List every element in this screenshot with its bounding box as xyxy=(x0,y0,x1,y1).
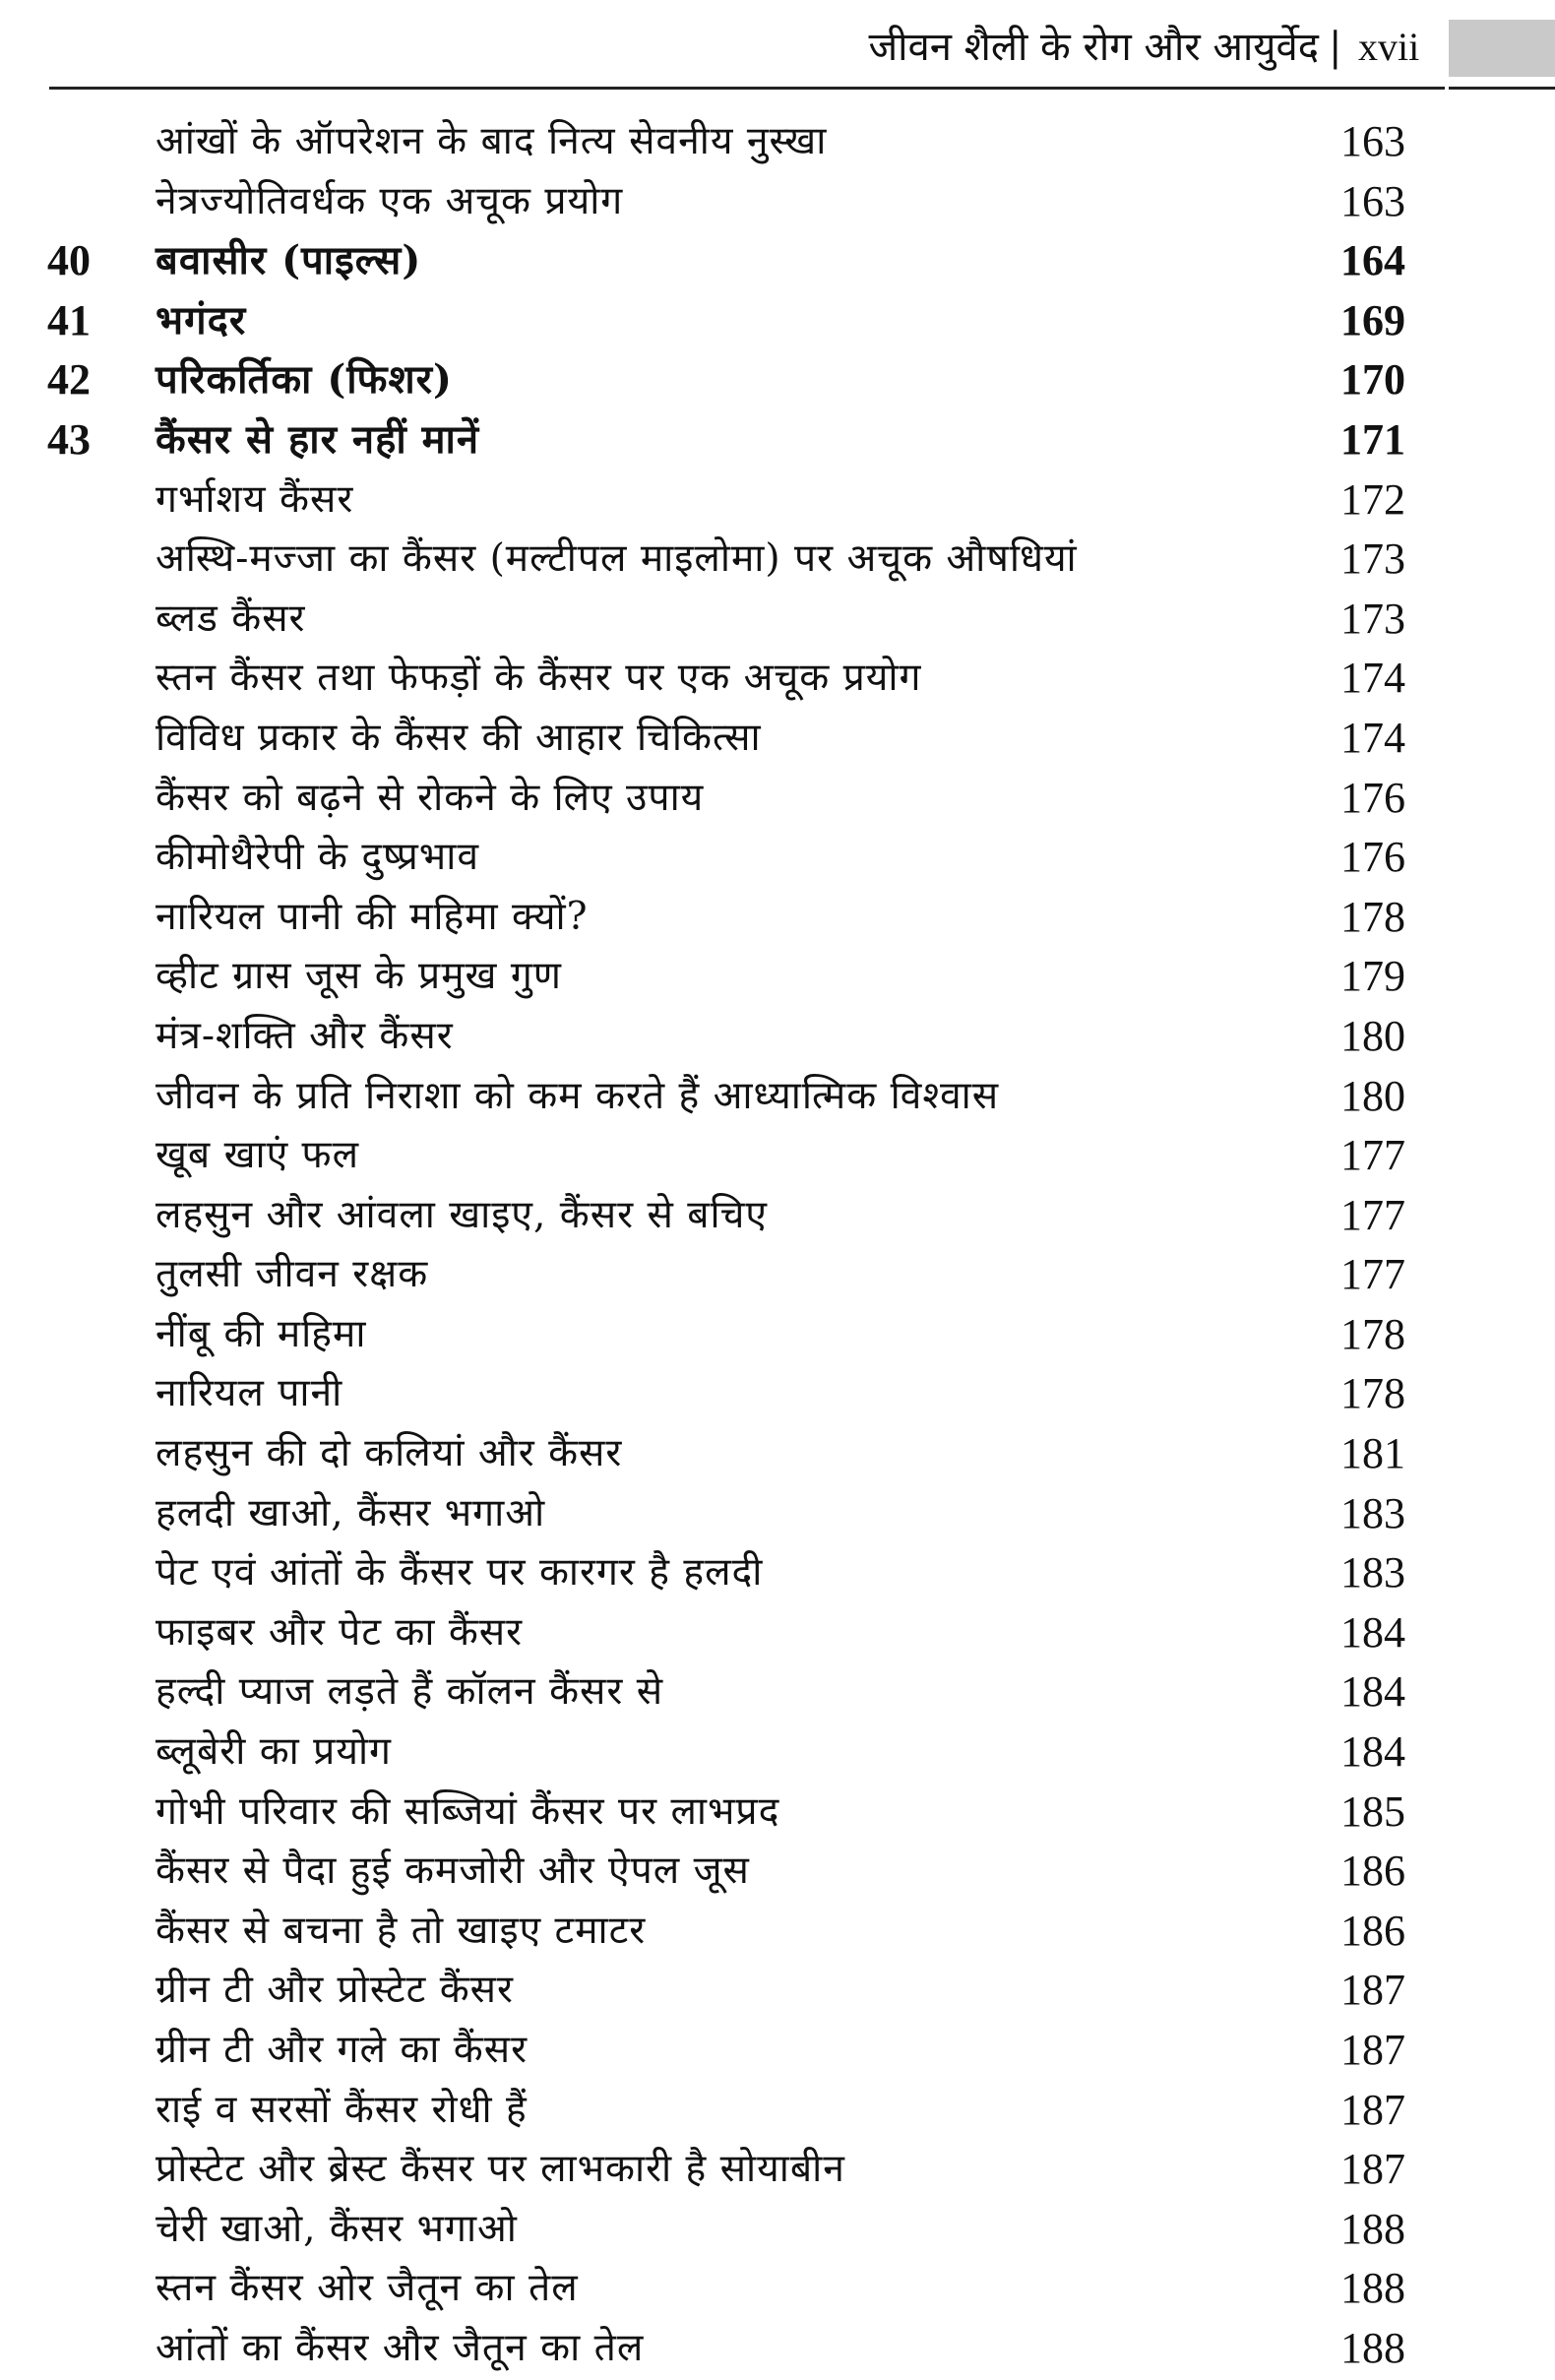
entry-title: कैंसर से बचना है तो खाइए टमाटर xyxy=(156,1908,647,1953)
entry-page-number: 180 xyxy=(1340,1071,1405,1120)
entry-title: चेरी खाओ, कैंसर भगाओ xyxy=(156,2206,518,2251)
entry-page-number: 184 xyxy=(1340,1667,1405,1717)
chapter-title: भगंदर xyxy=(156,296,247,344)
entry-page-number: 184 xyxy=(1340,1727,1405,1777)
entry-page-number: 178 xyxy=(1340,892,1405,941)
entry-page-number: 177 xyxy=(1340,1250,1405,1299)
toc-entry-row xyxy=(0,1662,1555,1722)
entry-title: खूब खाएं फल xyxy=(156,1133,360,1178)
toc-entry-row xyxy=(0,1364,1555,1424)
toc-entry-row xyxy=(0,1126,1555,1186)
toc-entry-row xyxy=(0,112,1555,172)
entry-page-number: 173 xyxy=(1340,534,1405,584)
table-of-contents xyxy=(0,112,1555,2379)
entry-page-number: 188 xyxy=(1340,2204,1405,2253)
entry-title: कैंसर से पैदा हुई कमजोरी और ऐपल जूस xyxy=(156,1848,750,1894)
entry-title: कैंसर को बढ़ने से रोकने के लिए उपाय xyxy=(156,775,705,820)
entry-title: ब्लूबेरी का प्रयोग xyxy=(156,1729,393,1775)
header-separator: | xyxy=(1329,25,1342,70)
chapter-number: 41 xyxy=(47,295,91,344)
entry-page-number: 184 xyxy=(1340,1607,1405,1657)
entry-page-number: 177 xyxy=(1340,1131,1405,1180)
entry-title: ब्लड कैंसर xyxy=(156,595,306,641)
entry-page-number: 180 xyxy=(1340,1011,1405,1060)
chapter-number: 43 xyxy=(47,414,91,464)
toc-entry-row xyxy=(0,1603,1555,1663)
toc-entry-row xyxy=(0,709,1555,769)
entry-title: मंत्र-शक्ति और कैंसर xyxy=(156,1013,454,1058)
entry-page-number: 169 xyxy=(1340,295,1405,344)
entry-title: स्तन कैंसर तथा फेफड़ों के कैंसर पर एक अचूक प्रयोग xyxy=(156,656,922,701)
entry-page-number: 183 xyxy=(1340,1548,1405,1597)
entry-title: प्रोस्टेट और ब्रेस्ट कैंसर पर लाभकारी है सोयाबीन xyxy=(156,2147,845,2192)
entry-title: नारियल पानी xyxy=(156,1371,343,1416)
entry-page-number: 183 xyxy=(1340,1488,1405,1537)
toc-chapter-row xyxy=(0,410,1555,470)
entry-title: तुलसी जीवन रक्षक xyxy=(156,1252,429,1297)
entry-page-number: 177 xyxy=(1340,1190,1405,1239)
entry-page-number: 178 xyxy=(1340,1369,1405,1418)
toc-entry-row xyxy=(0,1902,1555,1962)
entry-page-number: 187 xyxy=(1340,1966,1405,2015)
entry-page-number: 176 xyxy=(1340,773,1405,822)
toc-entry-row xyxy=(0,1245,1555,1305)
toc-entry-row xyxy=(0,1424,1555,1484)
chapter-title: बवासीर (पाइल्स) xyxy=(156,237,422,284)
entry-page-number: 178 xyxy=(1340,1309,1405,1358)
toc-chapter-row xyxy=(0,350,1555,410)
toc-entry-row xyxy=(0,769,1555,829)
entry-title: हलदी खाओ, कैंसर भगाओ xyxy=(156,1490,546,1535)
chapter-number: 42 xyxy=(47,355,91,405)
entry-page-number: 163 xyxy=(1340,176,1405,225)
toc-entry-row xyxy=(0,888,1555,948)
toc-entry-row xyxy=(0,1842,1555,1902)
toc-entry-row xyxy=(0,947,1555,1007)
toc-entry-row xyxy=(0,2081,1555,2141)
header-rule-extension xyxy=(1449,87,1555,90)
entry-title: गर्भाशय कैंसर xyxy=(156,476,354,522)
entry-page-number: 187 xyxy=(1340,2026,1405,2074)
entry-page-number: 174 xyxy=(1340,713,1405,762)
toc-entry-row xyxy=(0,172,1555,232)
chapter-title: परिकर्तिका (फिशर) xyxy=(156,356,453,404)
entry-page-number: 188 xyxy=(1340,2264,1405,2313)
entry-page-number: 173 xyxy=(1340,594,1405,643)
entry-page-number: 172 xyxy=(1340,474,1405,524)
entry-page-number: 187 xyxy=(1340,2085,1405,2134)
entry-title: लहसुन और आंवला खाइए, कैंसर से बचिए xyxy=(156,1192,768,1237)
toc-entry-row xyxy=(0,530,1555,590)
toc-chapter-row xyxy=(0,231,1555,291)
entry-page-number: 187 xyxy=(1340,2145,1405,2194)
toc-entry-row xyxy=(0,2021,1555,2081)
page-number: xvii xyxy=(1358,25,1420,69)
entry-title: फाइबर और पेट का कैंसर xyxy=(156,1609,524,1655)
entry-title: लहसुन की दो कलियां और कैंसर xyxy=(156,1431,623,1476)
entry-title: अस्थि-मज्जा का कैंसर (मल्टीपल माइलोमा) पर अचूक औषधियां xyxy=(156,536,1078,582)
entry-page-number: 188 xyxy=(1340,2323,1405,2372)
entry-page-number: 181 xyxy=(1340,1429,1405,1478)
toc-entry-row xyxy=(0,590,1555,650)
entry-title: राई व सरसों कैंसर रोधी हैं xyxy=(156,2087,528,2132)
entry-page-number: 176 xyxy=(1340,833,1405,882)
header-tab-block xyxy=(1449,20,1555,77)
entry-page-number: 163 xyxy=(1340,117,1405,165)
entry-title: हल्दी प्याज लड़ते हैं कॉलन कैंसर से xyxy=(156,1669,664,1715)
entry-page-number: 171 xyxy=(1340,414,1405,464)
toc-entry-row xyxy=(0,470,1555,531)
toc-entry-row xyxy=(0,1186,1555,1246)
toc-entry-row xyxy=(0,1722,1555,1783)
entry-title: विविध प्रकार के कैंसर की आहार चिकित्सा xyxy=(156,715,762,760)
entry-title: ग्रीन टी और प्रोस्टेट कैंसर xyxy=(156,1968,514,2013)
entry-title: स्तन कैंसर ओर जैतून का तेल xyxy=(156,2266,579,2311)
entry-page-number: 179 xyxy=(1340,952,1405,1001)
entry-title: कीमोथैरेपी के दुष्प्रभाव xyxy=(156,835,480,880)
toc-entry-row xyxy=(0,1007,1555,1067)
toc-chapter-row xyxy=(0,291,1555,351)
running-header xyxy=(0,0,1555,91)
toc-entry-row xyxy=(0,649,1555,709)
entry-page-number: 164 xyxy=(1340,236,1405,285)
toc-entry-row xyxy=(0,2319,1555,2379)
entry-page-number: 174 xyxy=(1340,654,1405,703)
entry-title: आंतों का कैंसर और जैतून का तेल xyxy=(156,2325,645,2370)
toc-entry-row xyxy=(0,1783,1555,1843)
toc-entry-row xyxy=(0,1484,1555,1544)
toc-entry-row xyxy=(0,1067,1555,1127)
entry-title: नींबू की महिमा xyxy=(156,1311,367,1356)
chapter-title: कैंसर से हार नहीं मानें xyxy=(156,415,480,463)
chapter-number: 40 xyxy=(47,236,91,285)
toc-entry-row xyxy=(0,1305,1555,1365)
entry-title: व्हीट ग्रास जूस के प्रमुख गुण xyxy=(156,954,563,999)
entry-title: नारियल पानी की महिमा क्यों? xyxy=(156,894,589,939)
header-rule xyxy=(49,87,1445,90)
entry-page-number: 185 xyxy=(1340,1786,1405,1836)
entry-page-number: 186 xyxy=(1340,1906,1405,1955)
toc-entry-row xyxy=(0,2140,1555,2200)
entry-title: ग्रीन टी और गले का कैंसर xyxy=(156,2028,529,2072)
toc-entry-row xyxy=(0,2259,1555,2319)
toc-entry-row xyxy=(0,1961,1555,2021)
entry-title: पेट एवं आंतों के कैंसर पर कारगर है हलदी xyxy=(156,1550,764,1596)
entry-title: आंखों के ऑपरेशन के बाद नित्य सेवनीय नुस्खा xyxy=(156,119,828,163)
toc-entry-row xyxy=(0,828,1555,888)
entry-title: नेत्रज्योतिवर्धक एक अचूक प्रयोग xyxy=(156,178,624,223)
book-title: जीवन शैली के रोग और आयुर्वेद xyxy=(868,25,1319,70)
toc-entry-row xyxy=(0,1543,1555,1603)
entry-page-number: 170 xyxy=(1340,355,1405,405)
entry-title: जीवन के प्रति निराशा को कम करते हैं आध्यात्मिक विश्वास xyxy=(156,1073,1000,1118)
entry-title: गोभी परिवार की सब्जियां कैंसर पर लाभप्रद xyxy=(156,1788,780,1834)
toc-entry-row xyxy=(0,2200,1555,2260)
entry-page-number: 186 xyxy=(1340,1847,1405,1896)
